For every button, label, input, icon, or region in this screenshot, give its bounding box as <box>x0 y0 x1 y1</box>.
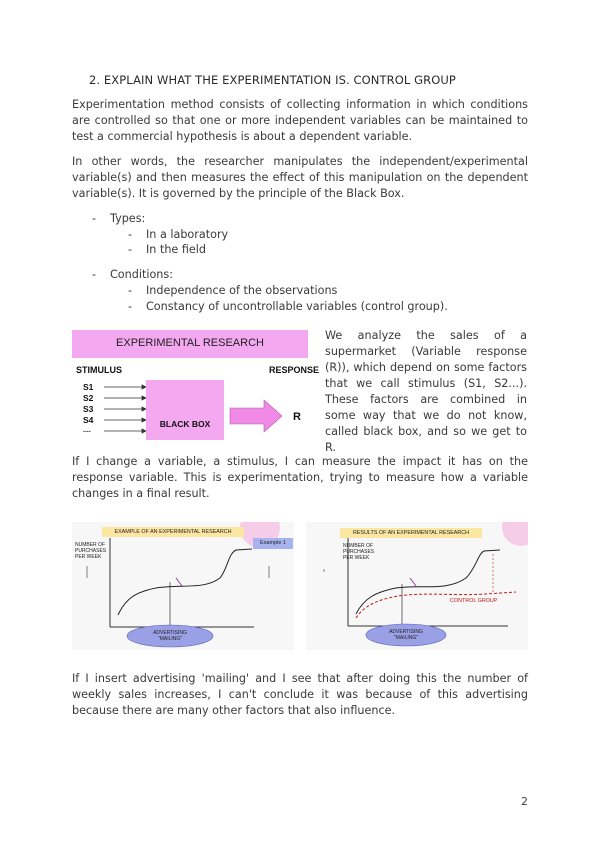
experiment-example-figure <box>72 522 294 650</box>
response-arrow <box>230 400 282 432</box>
paragraph-other-words: In other words, the researcher manipulates the independent/experimental variable(s) and then measures the effect of this manipulation on the dependent variable(s). It is governed by the principle of the Black Box. <box>72 155 528 200</box>
response-output: R <box>293 411 301 423</box>
stimulus-item: S3 <box>83 404 94 414</box>
y-axis-label: NUMBER OF PURCHASES PER WEEK <box>75 542 107 560</box>
advertising-ellipse-label: ADVERTISING "MAILING" <box>153 630 187 642</box>
stimulus-item: S1 <box>83 382 94 392</box>
example-tag-label: Example 1 <box>260 540 286 546</box>
types-item: - In the field <box>128 243 207 256</box>
conditions-item: - Constancy of uncontrollable variables (control group). <box>128 300 448 313</box>
y-axis-label: NUMBER OF PURCHASES PER WEEK <box>343 543 375 561</box>
types-label: - Types: <box>92 212 146 225</box>
diagram-caption: We analyze the sales of a supermarket (Variable response (R)), which depend on some factors that we call stimulus (S1, S2...). These factors are combined in some way that we do not know, called black box, and so we get to R. <box>325 329 527 454</box>
stimulus-label: STIMULUS <box>76 365 122 375</box>
advertising-ellipse-label: ADVERTISING "MAILING" <box>389 629 423 641</box>
diagram-title: EXPERIMENTAL RESEARCH <box>116 337 264 349</box>
figure-title: RESULTS OF AN EXPERIMENTAL RESEARCH <box>352 530 470 536</box>
black-box-diagram <box>72 330 320 440</box>
control-group-curve <box>356 592 516 618</box>
control-group-label: CONTROL GROUP <box>450 598 498 604</box>
conditions-label: - Conditions: <box>92 268 173 281</box>
paragraph-definition: Experimentation method consists of collecting information in which conditions are controlled so that one or more independent variables can be maintained to test a commercial hypothesis is about a dependent variable. <box>72 98 528 143</box>
page-number: 2 <box>521 795 528 808</box>
paragraph-mailing: If I insert advertising 'mailing' and I see that after doing this the number of weekly sales increases, I can't conclude it was because of this advertising because there are many other factors that also influence. <box>72 672 528 717</box>
experiment-results-figure <box>306 522 528 650</box>
treatment-curve <box>356 550 500 614</box>
stimulus-item: S2 <box>83 393 94 403</box>
types-item: - In a laboratory <box>128 228 229 241</box>
sales-curve <box>118 549 252 615</box>
conditions-item: - Independence of the observations <box>128 284 338 297</box>
black-box-label: BLACK BOX <box>159 419 211 429</box>
stimulus-item: S4 <box>83 415 94 425</box>
black-box <box>146 380 224 440</box>
stimulus-item: .... <box>83 427 91 434</box>
figure-title: EXAMPLE OF AN EXPERIMENTAL RESEARCH <box>114 529 232 535</box>
section-heading: 2. EXPLAIN WHAT THE EXPERIMENTATION IS. CONTROL GROUP <box>89 73 456 87</box>
paragraph-change-variable: If I change a variable, a stimulus, I can measure the impact it has on the response variable. This is experimentation, trying to measure how a variable changes in a final result. <box>72 455 528 500</box>
response-label: RESPONSE <box>269 365 320 375</box>
